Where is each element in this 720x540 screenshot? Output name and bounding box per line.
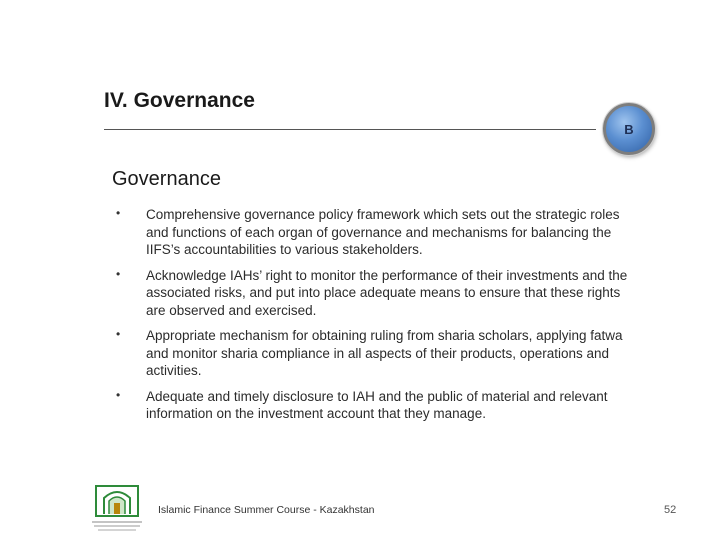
badge-label: B	[624, 121, 634, 137]
bullet-list	[112, 206, 642, 431]
page-number: 52	[664, 504, 677, 516]
bullet-item	[112, 267, 642, 320]
institution-logo-icon	[90, 484, 144, 534]
slide-title: IV. Governance	[104, 89, 255, 112]
bullet-item	[112, 388, 642, 423]
bullet-item	[112, 327, 642, 380]
bullet-icon: •	[116, 206, 121, 220]
bullet-item	[112, 206, 642, 259]
bullet-text: Comprehensive governance policy framework which sets out the strategic roles and functions of each organ of governance and mechanisms for balancing the IIFS’s accountabilities to various stakeholders.	[146, 207, 620, 257]
bullet-text: Acknowledge IAHs’ right to monitor the performance of their investments and the associated risks, and put into place adequate means to ensure that these rights are observed and exercised.	[146, 267, 628, 318]
section-heading: Governance	[112, 168, 221, 190]
bullet-icon: •	[116, 327, 121, 341]
section-badge	[603, 103, 655, 155]
title-divider	[104, 129, 596, 130]
bullet-text: Adequate and timely disclosure to IAH and the public of material and relevant information on the investment account that they manage.	[146, 388, 608, 421]
bullet-icon: •	[116, 387, 121, 402]
footer-text: Islamic Finance Summer Course - Kazakhstan	[158, 504, 375, 516]
bullet-icon: •	[116, 266, 121, 281]
bullet-text: Appropriate mechanism for obtaining ruling from sharia scholars, applying fatwa and monitor sharia compliance in all aspects of their products, operations and activities.	[146, 328, 623, 378]
